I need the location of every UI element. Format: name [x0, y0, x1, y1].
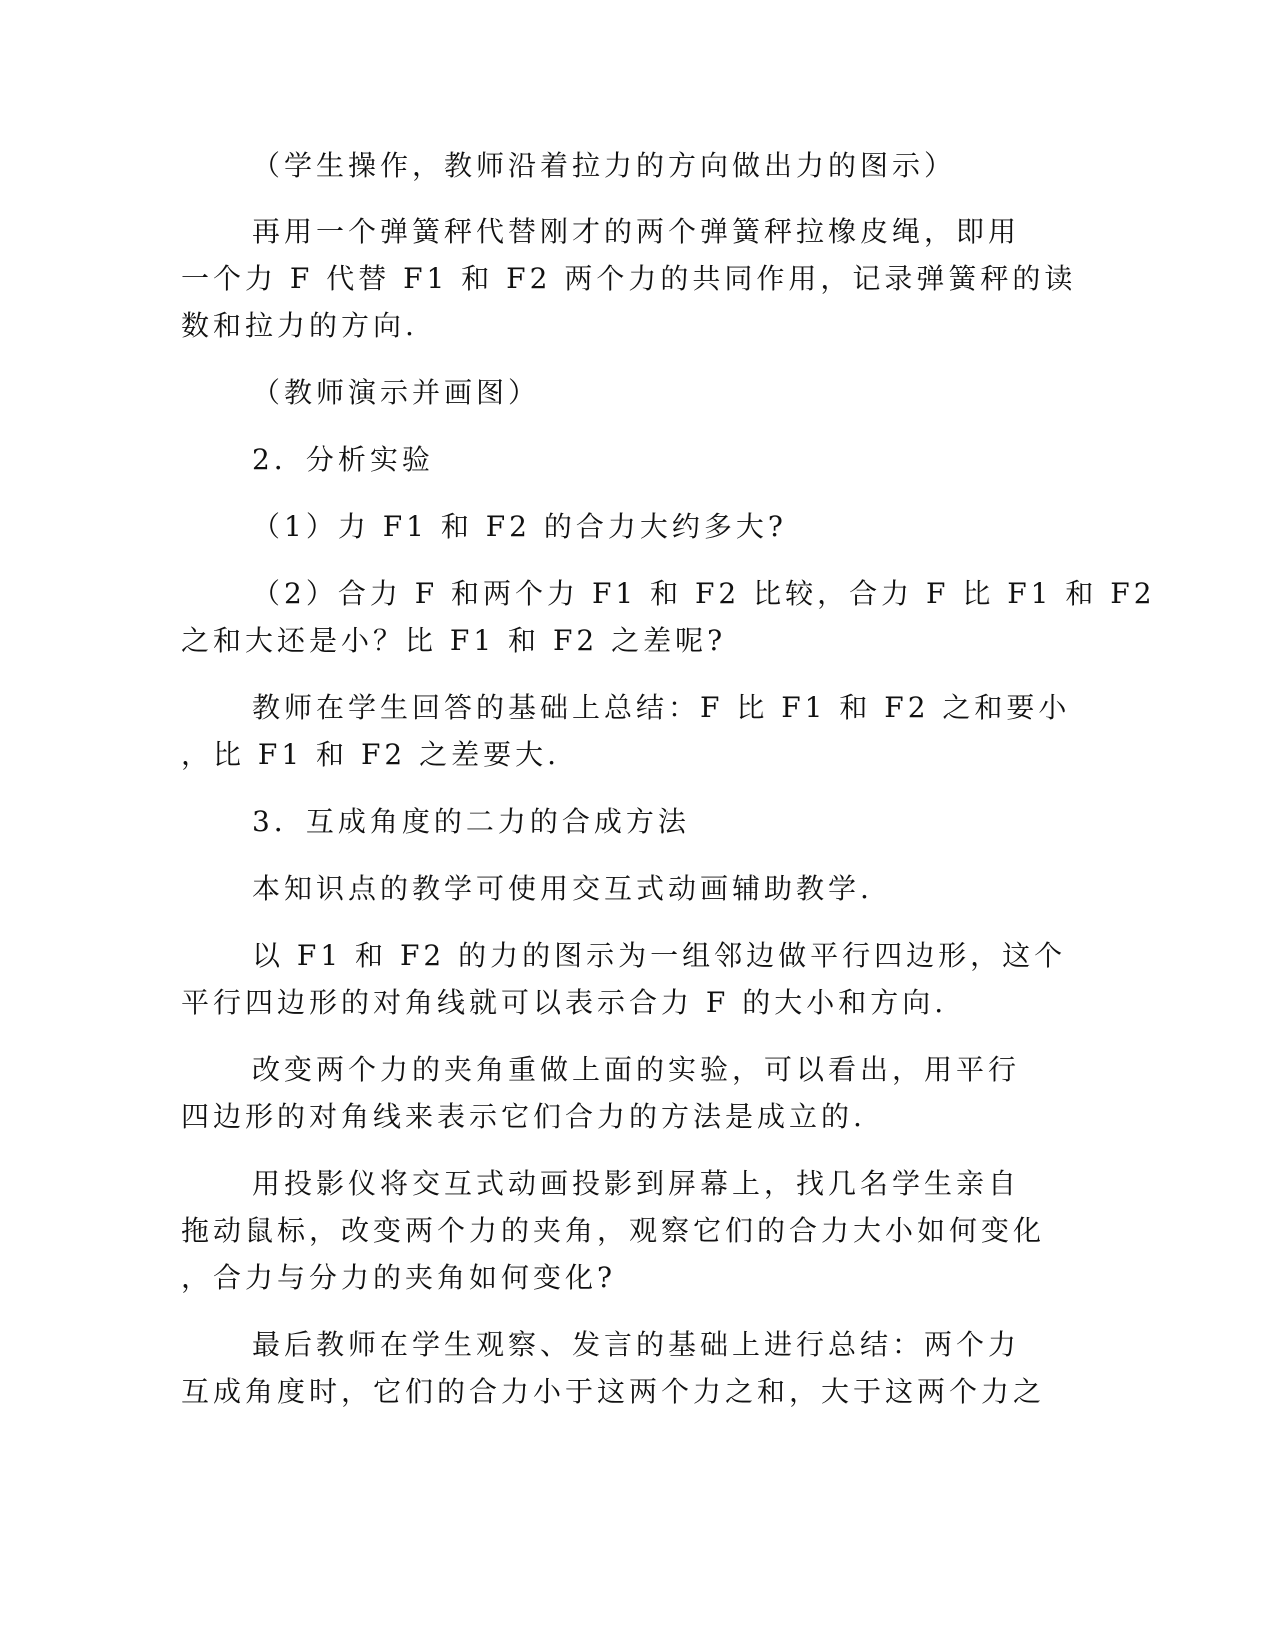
paragraph-conclusion-line-2: 互成角度时，它们的合力小于这两个力之和，大于这两个力之: [181, 1375, 1046, 1408]
paragraph-parallelogram-line-1: 以 F1 和 F2 的力的图示为一组邻边做平行四边形，这个: [252, 939, 1067, 972]
paragraph-change-angle-line-2: 四边形的对角线来表示它们合力的方法是成立的.: [181, 1100, 866, 1133]
paragraph-conclusion-line-1: 最后教师在学生观察、发言的基础上进行总结：两个力: [252, 1328, 1021, 1361]
paragraph-summary-line-1: 教师在学生回答的基础上总结：F 比 F1 和 F2 之和要小: [252, 691, 1071, 724]
paragraph-projector-line-1: 用投影仪将交互式动画投影到屏幕上，找几名学生亲自: [252, 1167, 1021, 1200]
section-heading-3: 3．互成角度的二力的合成方法: [252, 805, 690, 838]
paragraph-interactive-animation: 本知识点的教学可使用交互式动画辅助教学.: [252, 872, 873, 905]
paragraph-summary-line-2: ，比 F1 和 F2 之差要大.: [181, 738, 560, 771]
paragraph-replace-spring-line-2: 一个力 F 代替 F1 和 F2 两个力的共同作用，记录弹簧秤的读: [181, 262, 1077, 295]
paragraph-parallelogram-line-2: 平行四边形的对角线就可以表示合力 F 的大小和方向.: [181, 986, 948, 1019]
question-2-line-2: 之和大还是小？比 F1 和 F2 之差呢?: [181, 624, 727, 657]
question-1: （1）力 F1 和 F2 的合力大约多大?: [252, 510, 787, 543]
question-2-line-1: （2）合力 F 和两个力 F1 和 F2 比较，合力 F 比 F1 和 F2: [252, 577, 1156, 610]
paragraph-projector-line-2: 拖动鼠标，改变两个力的夹角，观察它们的合力大小如何变化: [181, 1214, 1046, 1247]
section-heading-2: 2．分析实验: [252, 443, 434, 476]
paragraph-replace-spring-line-1: 再用一个弹簧秤代替刚才的两个弹簧秤拉橡皮绳，即用: [252, 215, 1021, 248]
paragraph-student-operation: （学生操作，教师沿着拉力的方向做出力的图示）: [252, 149, 957, 182]
paragraph-replace-spring-line-3: 数和拉力的方向.: [181, 309, 418, 342]
paragraph-projector-line-3: ，合力与分力的夹角如何变化?: [181, 1261, 617, 1294]
paragraph-teacher-demo: （教师演示并画图）: [252, 376, 541, 409]
paragraph-change-angle-line-1: 改变两个力的夹角重做上面的实验，可以看出，用平行: [252, 1053, 1021, 1086]
